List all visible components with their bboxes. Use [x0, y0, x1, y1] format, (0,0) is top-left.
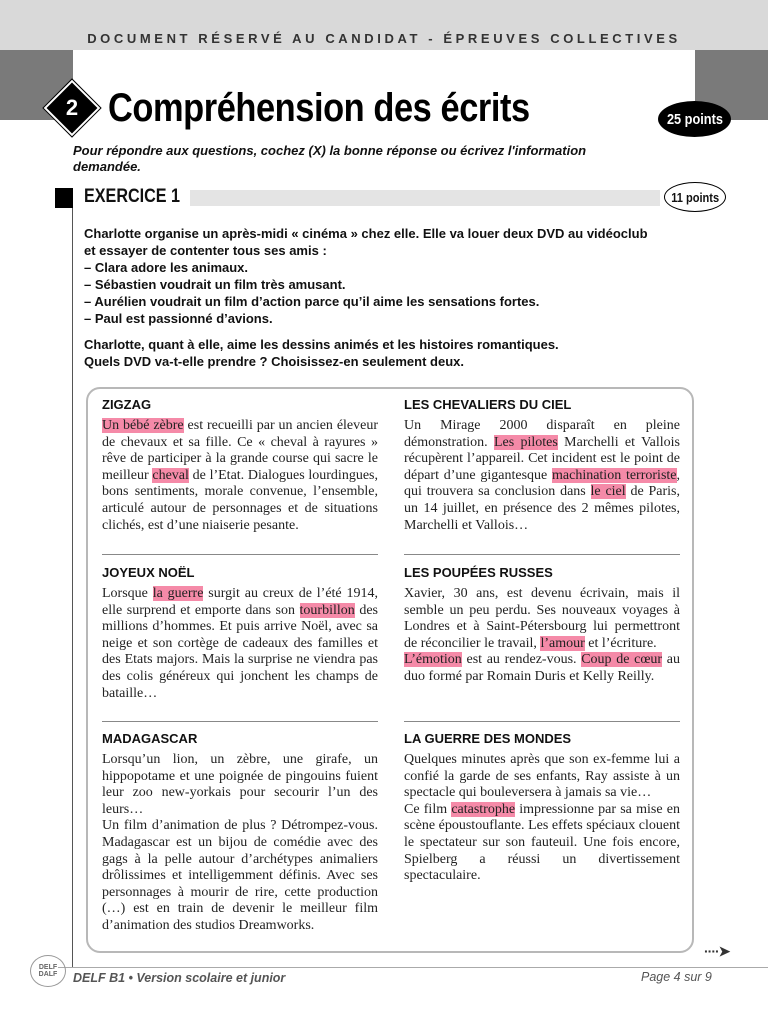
exercise-scenario: [84, 225, 684, 370]
dvd-title: MADAGASCAR: [102, 731, 198, 746]
footer-page-number: Page 4 sur 9: [641, 970, 712, 984]
dvd-guerre-des-mondes: [404, 731, 680, 885]
dvd-description: [102, 752, 378, 935]
dvd-title: LES CHEVALIERS DU CIEL: [404, 397, 572, 412]
dvd-text-span: de l’Etat. Dialogues lourdingues, bons sentiments, morale convenue, l’ensemble, articulé autour de personnages et de situations clichés, est d’une niaiserie pesante.: [102, 467, 378, 533]
dvd-text-span: Marchelli et Vallois récupèrent l’appareil. Cet incident est le point de départ d’une gigantesque: [404, 434, 680, 483]
footer-rule: [58, 967, 768, 968]
dvd-poupees-russes: [404, 565, 680, 686]
highlight: tourbillon: [299, 602, 355, 618]
dvd-title: LA GUERRE DES MONDES: [404, 731, 572, 746]
section-number: 2: [65, 95, 79, 120]
instruction-text-3: demandée.: [73, 159, 141, 174]
next-page-arrow-icon: ····➤: [704, 943, 730, 959]
dvd-list-box: [86, 387, 694, 953]
dvd-text-span: des millions d’hommes. Et puis arrive Noël, avec sa neige et son cortège de cadeaux des familles et des Etats majors. Mais la surprise ne viendra pas des colis généreux qui jonchent les champs de bataille…: [102, 602, 378, 701]
dvd-title: JOYEUX NOËL: [102, 565, 195, 580]
dvd-separator: [102, 554, 378, 555]
highlight: le ciel: [590, 484, 626, 500]
highlight: machination terroriste: [552, 467, 677, 483]
dvd-text-span: Un Mirage 2000 disparaît en pleine démonstration.: [404, 418, 680, 450]
document-header: DOCUMENT RÉSERVÉ AU CANDIDAT - ÉPREUVES COLLECTIVES: [87, 31, 681, 46]
highlight: L’émotion: [404, 652, 462, 668]
scenario-line: – Aurélien voudrait un film d’action parce qu’il aime les sensations fortes.: [84, 294, 540, 309]
dvd-text-span: au duo formé par Romain Duris et Kelly Reilly.: [404, 652, 680, 684]
scenario-line: et essayer de contenter tous ses amis :: [84, 243, 327, 258]
dvd-text-span: surgit au creux de l’été 1914, elle surprend et emporte dans son: [102, 586, 378, 618]
scenario-line: – Clara adore les animaux.: [84, 260, 249, 275]
dvd-text-span: Xavier, 30 ans, est devenu écrivain, mais il semble un peu perdu. Ses nouveaux voyages à Londres et à Saint-Pétersbourg lui permettront de réconcilier le travail,: [404, 586, 680, 651]
delf-dalf-logo: DELF DALF: [30, 955, 66, 987]
scenario-line: Charlotte organise un après-midi « cinéma » chez elle. Elle va louer deux DVD au vidéoclub: [84, 226, 648, 241]
dvd-description: [404, 418, 680, 534]
dvd-text-span: Lorsque: [102, 586, 153, 601]
dvd-text-span: est au rendez-vous.: [461, 652, 582, 668]
instruction-text-2: ) la bonne réponse ou écrivez l'information: [321, 143, 587, 158]
highlight: Les pilotes: [493, 434, 558, 450]
highlight: cheval: [152, 467, 189, 483]
highlight: catastrophe: [451, 801, 516, 817]
footer-exam-label: DELF B1 • Version scolaire et junior: [73, 971, 286, 985]
dvd-madagascar: [102, 731, 378, 935]
checkbox-mark-icon: X: [312, 143, 322, 158]
dvd-title: ZIGZAG: [102, 397, 152, 412]
dvd-text-span: Un film d’animation de plus ? Détrompez-vous. Madagascar est un bijou de comédie avec des gags à la pelle autour d’archétypes animaliers drôlissimes et intelligemment définis. Avec ses personnages à mourir de rire, cette production (…) est en train de devenir le meilleur film d’animation des studios Dreamworks.: [102, 818, 378, 933]
dvd-text-span: Quelques minutes après que son ex-femme lui a confié la garde de ses enfants, Ray assiste à un spectacle qui bouleversera à jamais sa vie…: [404, 752, 680, 801]
question-line: Charlotte, quant à elle, aime les dessins animés et les histoires romantiques.: [84, 337, 559, 352]
dvd-description: [404, 752, 680, 885]
dvd-text-span: , qui trouvera sa conclusion dans: [404, 467, 680, 500]
dvd-text-span: impressionne par sa mise en scène époustouflante. Les effets spéciaux clouent le spectateur sur son fauteuil. Une fois encore, Spielberg a réussi un divertissement spectaculaire.: [404, 801, 680, 884]
highlight: Coup de cœur: [581, 652, 663, 668]
dvd-text-span: de Paris, un 14 juillet, en présence des 2 mêmes pilotes, Marchelli et Vallois…: [404, 484, 680, 533]
dvd-separator: [404, 721, 680, 722]
dvd-text-span: et l’écriture.: [584, 635, 657, 651]
instruction: [73, 143, 673, 175]
dvd-text-span: Ce film: [404, 801, 452, 817]
dvd-separator: [404, 554, 680, 555]
highlight: l’amour: [540, 635, 585, 651]
exercise-title-bar: [190, 190, 660, 206]
dvd-chevaliers-du-ciel: [404, 397, 680, 534]
exercise-points-label: 11 points: [671, 189, 719, 205]
dvd-zigzag: [102, 397, 378, 534]
section-points-badge: [658, 101, 731, 137]
scenario-line: – Sébastien voudrait un film très amusant.: [84, 277, 346, 292]
dvd-joyeux-noel: [102, 565, 378, 702]
dvd-description: [102, 418, 378, 534]
exercise-points-badge: [664, 182, 726, 212]
scenario-line: – Paul est passionné d’avions.: [84, 311, 273, 326]
section-title: Compréhension des écrits: [108, 86, 530, 130]
dvd-text-span: est recueilli par un ancien éleveur de chevaux et sa fille. Ce « cheval à rayures » rêve de participer à la grande course qui sacre le meilleur: [102, 418, 379, 483]
exercise-title: EXERCICE 1: [84, 186, 181, 207]
question-line: Quels DVD va-t-elle prendre ? Choisissez-en seulement deux.: [84, 354, 464, 369]
highlight: la guerre: [152, 586, 204, 601]
dvd-separator: [102, 721, 378, 722]
dvd-description: [404, 586, 680, 686]
instruction-text-1: Pour répondre aux questions, cochez (: [73, 143, 313, 158]
highlight: Un bébé zèbre: [102, 418, 184, 433]
left-margin-rule: [72, 208, 73, 968]
section-points-label: 25 points: [666, 110, 723, 128]
dvd-text-span: Lorsqu’un lion, un zèbre, une girafe, un hippopotame et une poignée de pingouins fuient leur zoo new-yorkais pour secourir l’un des leurs…: [102, 752, 378, 817]
dvd-title: LES POUPÉES RUSSES: [404, 565, 553, 580]
exercise-marker-icon: [55, 188, 73, 208]
dvd-description: [102, 586, 378, 702]
